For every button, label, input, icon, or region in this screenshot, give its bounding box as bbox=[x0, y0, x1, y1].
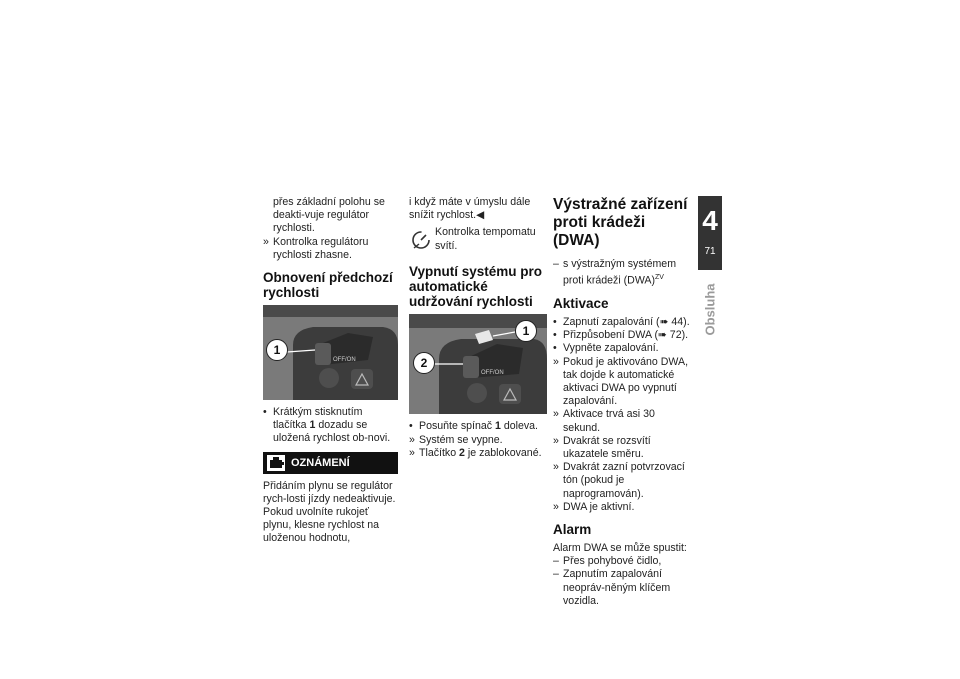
dash-text: s výstražným systémem proti krádeži (DWA) bbox=[563, 258, 677, 287]
result-mark: » bbox=[553, 434, 559, 447]
heading-cruise-off: Vypnutí systému pro automatické udržování rychlosti bbox=[409, 264, 543, 310]
cruise-control-icon bbox=[411, 229, 431, 251]
bullet-mark: • bbox=[553, 329, 557, 342]
result-text: Systém se vypne. bbox=[419, 433, 503, 446]
result-ref-number: 2 bbox=[459, 446, 465, 459]
dash-text: Přes pohybové čidlo, bbox=[563, 555, 662, 568]
indicator-row bbox=[409, 226, 547, 256]
result-text-cont: je zablokované. bbox=[467, 446, 542, 459]
bullet-mark: • bbox=[263, 406, 267, 419]
bullet-text: Zapnutí zapalování (➠ 44). bbox=[563, 315, 690, 328]
column-3 bbox=[553, 196, 691, 608]
result-text: Aktivace trvá asi 30 sekund. bbox=[563, 408, 655, 434]
notice-text: Přidáním plynu se regulátor rych-losti jízdy nedeaktivuje. Pokud uvolníte rukojeť plynu, klesne rychlost na uloženou hodnotu, bbox=[263, 479, 396, 545]
handlebar-photo-1 bbox=[263, 305, 398, 400]
paragraph: i když máte v úmyslu dále snížit rychlost.◀ bbox=[409, 196, 531, 222]
alarm-intro: Alarm DWA se může spustit: bbox=[553, 541, 687, 554]
chapter-name-container bbox=[693, 282, 727, 342]
bullet-text-cont: doleva. bbox=[503, 420, 539, 433]
result-text: Kontrolka regulátoru rychlosti zhasne. bbox=[273, 235, 369, 261]
dash-mark: – bbox=[553, 258, 559, 270]
bullet-item bbox=[553, 342, 691, 355]
callout-1: 1 bbox=[266, 339, 288, 361]
bullet-item bbox=[553, 316, 691, 329]
result-mark: » bbox=[553, 500, 559, 513]
column-1 bbox=[263, 196, 398, 546]
chapter-name: Obsluha bbox=[702, 283, 718, 336]
result-item bbox=[263, 236, 398, 262]
result-text: Tlačítko bbox=[419, 446, 457, 459]
result-item bbox=[409, 434, 547, 447]
bullet-text: Posuňte spínač bbox=[419, 420, 493, 433]
section-title: Výstražné zařízení proti krádeži (DWA) bbox=[553, 196, 688, 249]
bullet-ref-number: 1 bbox=[494, 420, 501, 433]
result-text: Dvakrát se rozsvítí ukazatele směru. bbox=[563, 434, 651, 460]
switch-label: OFF/ON bbox=[333, 357, 356, 364]
bullet-mark: • bbox=[409, 420, 413, 433]
result-text: Dvakrát zazní potvrzovací tón (pokud je naprogramován). bbox=[563, 461, 685, 500]
bullet-mark: • bbox=[553, 342, 557, 355]
callout-1: 1 bbox=[515, 320, 537, 342]
result-item bbox=[553, 435, 691, 461]
result-item bbox=[409, 447, 547, 460]
bullet-ref-number: 1 bbox=[309, 419, 316, 432]
heading-alarm: Alarm bbox=[553, 521, 592, 537]
result-mark: » bbox=[553, 355, 559, 368]
option-superscript: ZV bbox=[655, 274, 664, 282]
notice-banner bbox=[263, 452, 398, 474]
dash-mark: – bbox=[553, 568, 559, 581]
heading-restore-speed: Obnovení předchozí rychlosti bbox=[263, 270, 393, 301]
warning-icon bbox=[267, 455, 285, 471]
dash-item bbox=[553, 568, 691, 608]
dash-text: Zapnutím zapalování neopráv-něným klíčem vozidla. bbox=[563, 568, 671, 607]
paragraph: přes základní polohu se deakti-vuje regulátor rychlosti. bbox=[273, 196, 385, 235]
callout-2: 2 bbox=[413, 352, 435, 374]
result-text: DWA je aktivní. bbox=[563, 500, 635, 513]
result-text: Pokud je aktivováno DWA, tak dojde k automatické aktivaci DWA po vypnutí zapalování. bbox=[563, 355, 689, 408]
result-mark: » bbox=[409, 433, 415, 446]
bullet-item bbox=[409, 420, 547, 433]
result-item bbox=[553, 461, 691, 501]
chapter-tab bbox=[698, 196, 722, 270]
handlebar-photo-2 bbox=[409, 314, 547, 414]
result-mark: » bbox=[263, 235, 269, 248]
dash-mark: – bbox=[553, 555, 559, 568]
indicator-text: Kontrolka tempomatu svítí. bbox=[435, 226, 536, 252]
bullet-mark: • bbox=[553, 315, 557, 328]
bullet-text: Vypněte zapalování. bbox=[563, 342, 659, 355]
column-2 bbox=[409, 196, 547, 460]
result-item bbox=[553, 501, 691, 514]
result-item bbox=[553, 356, 691, 409]
notice-title: OZNÁMENÍ bbox=[291, 456, 350, 469]
result-item bbox=[553, 408, 691, 434]
result-mark: » bbox=[409, 446, 415, 459]
switch-label: OFF/ON bbox=[481, 370, 504, 377]
bullet-text: Krátkým stisknutím tlačítka bbox=[273, 406, 363, 432]
result-mark: » bbox=[553, 408, 559, 421]
bullet-text: Přizpůsobení DWA (➠ 72). bbox=[563, 329, 689, 342]
dash-item bbox=[553, 555, 691, 568]
dash-item bbox=[553, 258, 691, 288]
bullet-item bbox=[553, 329, 691, 342]
chapter-number: 4 bbox=[702, 205, 718, 236]
result-mark: » bbox=[553, 461, 559, 474]
page-number: 71 bbox=[704, 246, 716, 257]
bullet-item bbox=[263, 406, 398, 446]
heading-activation: Aktivace bbox=[553, 295, 609, 311]
bullet-text-cont: dozadu se uložená rychlost ob-novi. bbox=[273, 419, 391, 445]
